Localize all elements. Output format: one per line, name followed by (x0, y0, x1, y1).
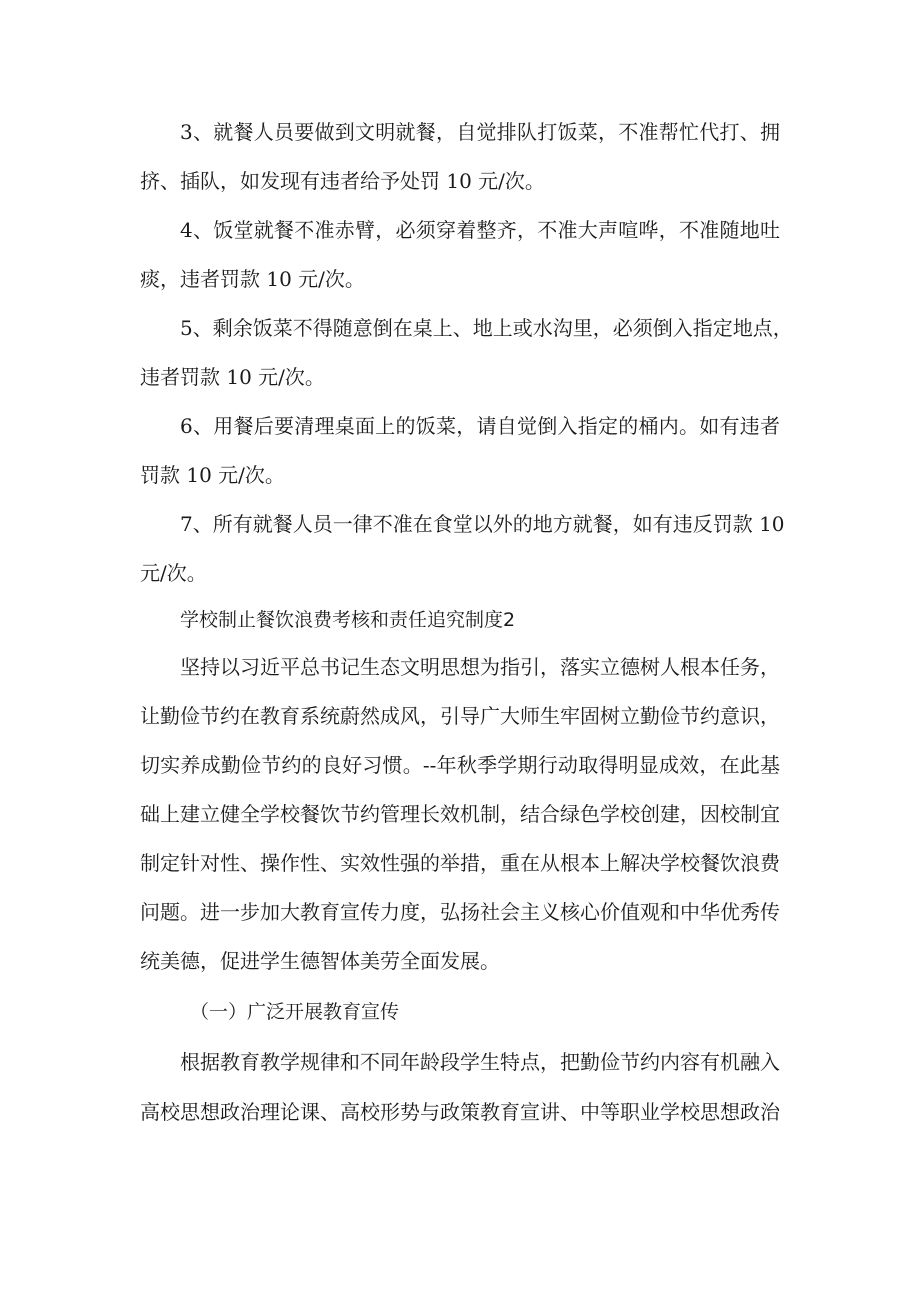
intro-line-7: 统美德，促进学生德智体美劳全面发展。 (140, 949, 500, 973)
rule-7-line-1: 7、所有就餐人员一律不准在食堂以外的地方就餐，如有违反罚款 10 (180, 512, 785, 536)
intro-line-4: 础上建立健全学校餐饮节约管理长效机制，结合绿色学校创建，因校制宜 (140, 802, 780, 826)
rule-3-line-1: 3、就餐人员要做到文明就餐，自觉排队打饭菜，不准帮忙代打、拥 (180, 120, 780, 144)
rule-4-line-1: 4、饭堂就餐不准赤臂，必须穿着整齐，不准大声喧哗，不准随地吐 (180, 218, 780, 242)
intro-line-3: 切实养成勤俭节约的良好习惯。--年秋季学期行动取得明显成效，在此基 (140, 753, 780, 777)
rule-5-line-2: 违者罚款 10 元/次。 (140, 365, 325, 389)
intro-line-5: 制定针对性、操作性、实效性强的举措，重在从根本上解决学校餐饮浪费 (140, 851, 780, 875)
rule-6-line-2: 罚款 10 元/次。 (140, 463, 285, 487)
section-title: 学校制止餐饮浪费考核和责任追究制度2 (180, 609, 516, 631)
subsection-title: （一）广泛开展教育宣传 (190, 1001, 400, 1023)
rule-7-line-2: 元/次。 (140, 561, 207, 585)
rule-5-line-1: 5、剩余饭菜不得随意倒在桌上、地上或水沟里，必须倒入指定地点， (180, 316, 793, 340)
rule-3-line-2: 挤、插队，如发现有违者给予处罚 10 元/次。 (140, 169, 545, 193)
body-line-1: 根据教育教学规律和不同年龄段学生特点，把勤俭节约内容有机融入 (180, 1050, 780, 1074)
rule-4-line-2: 痰，违者罚款 10 元/次。 (140, 267, 365, 291)
rule-6-line-1: 6、用餐后要清理桌面上的饭菜，请自觉倒入指定的桶内。如有违者 (180, 414, 780, 438)
intro-line-1: 坚持以习近平总书记生态文明思想为指引，落实立德树人根本任务， (180, 655, 780, 679)
intro-line-6: 问题。进一步加大教育宣传力度，弘扬社会主义核心价值观和中华优秀传 (140, 900, 780, 924)
body-line-2: 高校思想政治理论课、高校形势与政策教育宣讲、中等职业学校思想政治 (140, 1100, 780, 1124)
intro-line-2: 让勤俭节约在教育系统蔚然成风，引导广大师生牢固树立勤俭节约意识， (140, 704, 780, 728)
